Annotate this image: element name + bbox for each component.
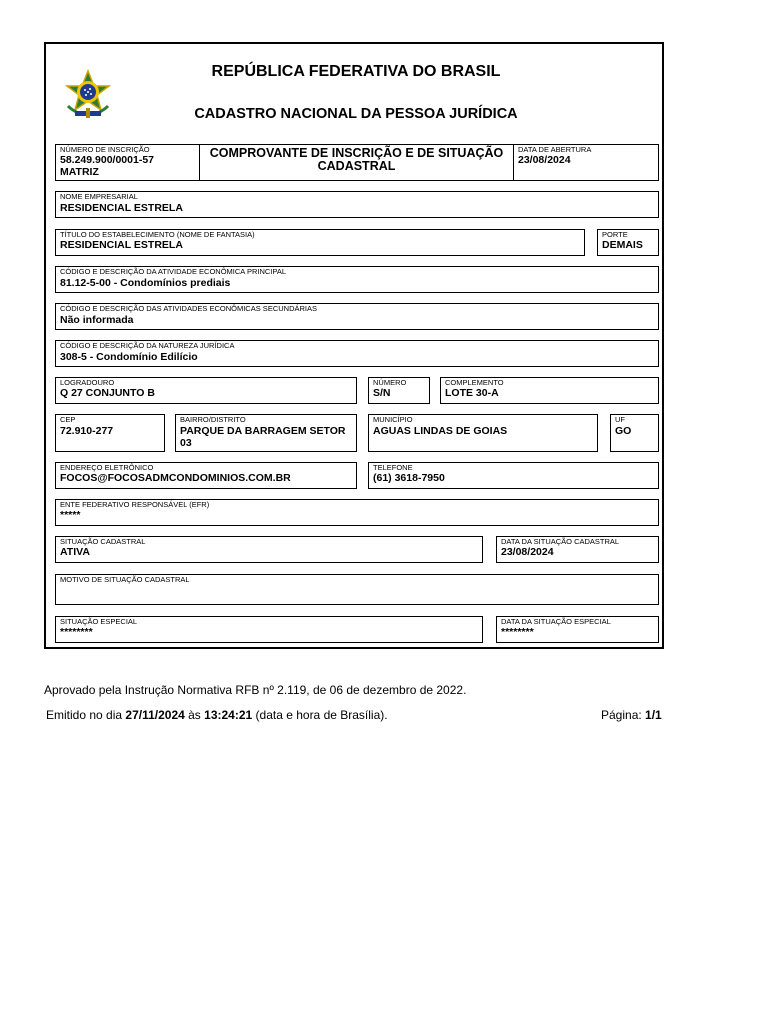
atividade-principal-value: 81.12-5-00 - Condomínios prediais: [60, 277, 231, 289]
comprovante-line2: CADASTRAL: [317, 158, 396, 173]
bairro-value: PARQUE DA BARRAGEM SETOR 03: [180, 425, 346, 449]
page-subtitle: CADASTRO NACIONAL DA PESSOA JURÍDICA: [194, 106, 518, 122]
logradouro-field: [55, 377, 357, 404]
natureza-juridica-field: [55, 340, 659, 367]
logradouro-value: Q 27 CONJUNTO B: [60, 387, 155, 399]
titulo-estabelecimento-value: RESIDENCIAL ESTRELA: [60, 239, 183, 251]
emission-note: [46, 708, 388, 722]
data-situacao-cadastral-field: [496, 536, 659, 563]
approval-note: Aprovado pela Instrução Normativa RFB nº 2.119, de 06 de dezembro de 2022.: [44, 683, 467, 697]
inscricao-field: [55, 144, 200, 181]
cep-label: CEP: [60, 415, 76, 424]
comprovante-title: [200, 147, 513, 172]
nome-empresarial-value: RESIDENCIAL ESTRELA: [60, 202, 183, 214]
nome-empresarial-field: [55, 191, 659, 218]
numero-label: NÚMERO: [373, 378, 407, 387]
email-label: ENDEREÇO ELETRÔNICO: [60, 463, 154, 472]
cnpj-document: [44, 42, 664, 649]
data-situacao-especial-field: [496, 616, 659, 643]
atividade-principal-label: CÓDIGO E DESCRIÇÃO DA ATIVIDADE ECONÔMICA PRINCIPAL: [60, 267, 287, 276]
situacao-cadastral-label: SITUAÇÃO CADASTRAL: [60, 537, 146, 546]
emission-prefix: Emitido no dia: [46, 708, 126, 722]
data-abertura-field: [513, 144, 659, 181]
cep-field: [55, 414, 165, 452]
bairro-label: BAIRRO/DISTRITO: [180, 415, 246, 424]
page-number: 1/1: [645, 708, 662, 722]
atividades-secundarias-value: Não informada: [60, 314, 134, 326]
data-situacao-especial-label: DATA DA SITUAÇÃO ESPECIAL: [501, 617, 611, 626]
telefone-field: [368, 462, 659, 489]
municipio-label: MUNICÍPIO: [373, 415, 413, 424]
cep-value: 72.910-277: [60, 425, 114, 437]
data-situacao-cadastral-label: DATA DA SITUAÇÃO CADASTRAL: [501, 537, 620, 546]
uf-field: [610, 414, 659, 452]
page-title: REPÚBLICA FEDERATIVA DO BRASIL: [211, 63, 501, 80]
atividade-principal-field: [55, 266, 659, 293]
atividades-secundarias-label: CÓDIGO E DESCRIÇÃO DAS ATIVIDADES ECONÔMICAS SECUNDÁRIAS: [60, 304, 317, 313]
telefone-value: (61) 3618-7950: [373, 472, 445, 484]
motivo-situacao-field: [55, 574, 659, 605]
atividades-secundarias-field: [55, 303, 659, 330]
inscricao-number: 58.249.900/0001-57: [60, 154, 155, 166]
titulo-estabelecimento-label: TÍTULO DO ESTABELECIMENTO (NOME DE FANTASIA): [60, 230, 255, 239]
natureza-juridica-label: CÓDIGO E DESCRIÇÃO DA NATUREZA JURÍDICA: [60, 341, 235, 350]
uf-value: GO: [615, 425, 632, 437]
complemento-field: [440, 377, 659, 404]
porte-field: [597, 229, 659, 256]
telefone-label: TELEFONE: [373, 463, 413, 472]
logradouro-label: LOGRADOURO: [60, 378, 115, 387]
motivo-situacao-label: MOTIVO DE SITUAÇÃO CADASTRAL: [60, 575, 190, 584]
data-abertura-value: 23/08/2024: [518, 154, 571, 166]
situacao-especial-value: ********: [60, 626, 93, 638]
inscricao-type: MATRIZ: [60, 166, 99, 178]
efr-label: ENTE FEDERATIVO RESPONSÁVEL (EFR): [60, 500, 210, 509]
situacao-especial-field: [55, 616, 483, 643]
situacao-especial-label: SITUAÇÃO ESPECIAL: [60, 617, 138, 626]
municipio-value: AGUAS LINDAS DE GOIAS: [373, 425, 508, 437]
porte-label: PORTE: [602, 230, 628, 239]
comprovante-line1: COMPROVANTE DE INSCRIÇÃO E DE SITUAÇÃO: [209, 146, 504, 160]
emission-suffix: (data e hora de Brasília).: [252, 708, 388, 722]
situacao-cadastral-field: [55, 536, 483, 563]
bairro-field: [175, 414, 357, 452]
comprovante-title-box: [199, 144, 514, 181]
efr-field: [55, 499, 659, 526]
natureza-juridica-value: 308-5 - Condomínio Edilício: [60, 351, 198, 363]
municipio-field: [368, 414, 598, 452]
page-label: Página:: [601, 708, 646, 722]
complemento-value: LOTE 30-A: [445, 387, 499, 399]
situacao-cadastral-value: ATIVA: [60, 546, 90, 558]
emission-mid: às: [184, 708, 205, 722]
data-situacao-especial-value: ********: [501, 626, 534, 638]
email-value: FOCOS@FOCOSADMCONDOMINIOS.COM.BR: [60, 472, 291, 484]
uf-label: UF: [615, 415, 625, 424]
email-field: [55, 462, 357, 489]
emission-date: 27/11/2024: [125, 708, 185, 722]
complemento-label: COMPLEMENTO: [445, 378, 504, 387]
page-indicator: [601, 708, 662, 722]
data-abertura-label: DATA DE ABERTURA: [518, 145, 592, 154]
nome-empresarial-label: NOME EMPRESARIAL: [60, 192, 138, 201]
inscricao-label: NÚMERO DE INSCRIÇÃO: [60, 145, 150, 154]
numero-field: [368, 377, 430, 404]
numero-value: S/N: [373, 387, 391, 399]
porte-value: DEMAIS: [602, 239, 643, 251]
emission-time: 13:24:21: [204, 708, 253, 722]
titulo-estabelecimento-field: [55, 229, 585, 256]
data-situacao-cadastral-value: 23/08/2024: [501, 546, 554, 558]
efr-value: *****: [60, 509, 81, 521]
